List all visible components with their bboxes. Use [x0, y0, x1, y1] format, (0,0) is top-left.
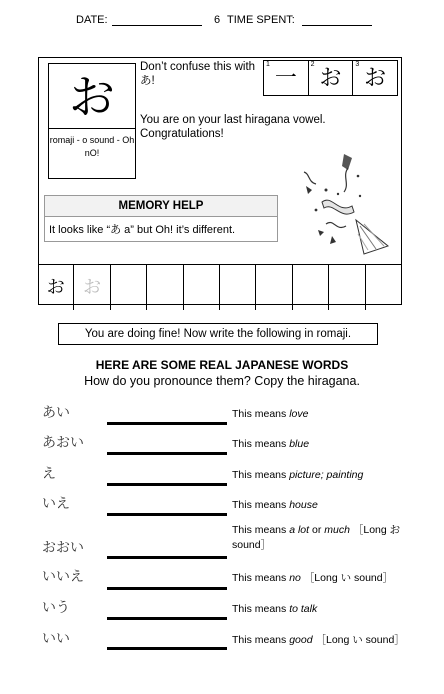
practice-blank-cell[interactable] [256, 265, 292, 310]
words-section-title: HERE ARE SOME REAL JAPANESE WORDS [95, 358, 349, 372]
practice-model-cell: お [38, 265, 74, 310]
practice-trace-cell[interactable]: お [74, 265, 110, 310]
date-label: DATE: [76, 14, 108, 26]
confuse-note: Don’t confuse this with あ! [140, 61, 256, 87]
answer-line[interactable] [107, 422, 227, 425]
party-popper-icon [298, 150, 394, 256]
progress-notice: You are doing fine! Now write the following in romaji. [58, 323, 378, 345]
word-hiragana: いい [42, 631, 70, 647]
words-section-subtitle: How do you pronounce them? Copy the hiragana. [84, 374, 360, 388]
stroke-glyph: 一 [274, 66, 297, 91]
stroke-number: 3 [355, 61, 360, 68]
main-kana: お [69, 70, 115, 124]
stroke-glyph: お [364, 66, 387, 91]
word-hiragana: え [42, 466, 56, 482]
stroke-step-2 [309, 61, 354, 95]
memory-help-text: It looks like “あ a” but Oh! it’s different. [49, 224, 236, 236]
answer-line[interactable] [107, 483, 227, 486]
word-meaning: This means a lot or much ［Long お sound］ [232, 524, 401, 551]
word-meaning: This means to talk [232, 603, 318, 615]
memory-help-title: MEMORY HELP [45, 196, 277, 217]
answer-line[interactable] [107, 617, 227, 620]
stroke-glyph: お [319, 66, 342, 91]
practice-blank-cell[interactable] [111, 265, 147, 310]
practice-blank-cell[interactable] [184, 265, 220, 310]
word-hiragana: いう [42, 600, 70, 616]
word-hiragana: いえ [42, 496, 70, 512]
word-hiragana: いいえ [42, 569, 84, 585]
practice-row [38, 264, 402, 309]
answer-line[interactable] [107, 452, 227, 455]
word-meaning: This means love [232, 408, 309, 420]
word-meaning: This means blue [232, 438, 310, 450]
word-hiragana: おおい [42, 540, 84, 556]
practice-blank-cell[interactable] [329, 265, 365, 310]
character-box [48, 63, 136, 179]
word-meaning: This means house [232, 499, 318, 511]
stroke-order-strip [263, 60, 398, 96]
word-hiragana: あおい [42, 435, 84, 451]
last-vowel-note: You are on your last hiragana vowel. Congratulations! [140, 114, 326, 140]
answer-line[interactable] [107, 587, 227, 590]
word-meaning: This means good ［Long い sound］ [232, 634, 405, 646]
stroke-step-3 [353, 61, 397, 95]
time-spent-label: TIME SPENT: [227, 14, 295, 26]
practice-blank-cell[interactable] [293, 265, 329, 310]
practice-blank-cell[interactable] [147, 265, 183, 310]
word-meaning: This means no ［Long い sound］ [232, 572, 394, 584]
stroke-number: 2 [310, 61, 315, 68]
lesson-number: 6 [214, 14, 221, 26]
word-hiragana: あい [42, 405, 70, 421]
romaji-note: romaji - o sound - Oh nO! [49, 128, 135, 178]
practice-blank-cell[interactable] [366, 265, 402, 310]
word-meaning: This means picture; painting [232, 469, 364, 481]
answer-line[interactable] [107, 513, 227, 516]
answer-line[interactable] [107, 556, 227, 559]
answer-line[interactable] [107, 647, 227, 650]
practice-blank-cell[interactable] [220, 265, 256, 310]
stroke-number: 1 [266, 61, 270, 68]
stroke-step-1 [264, 61, 309, 95]
memory-help-box [44, 195, 278, 242]
